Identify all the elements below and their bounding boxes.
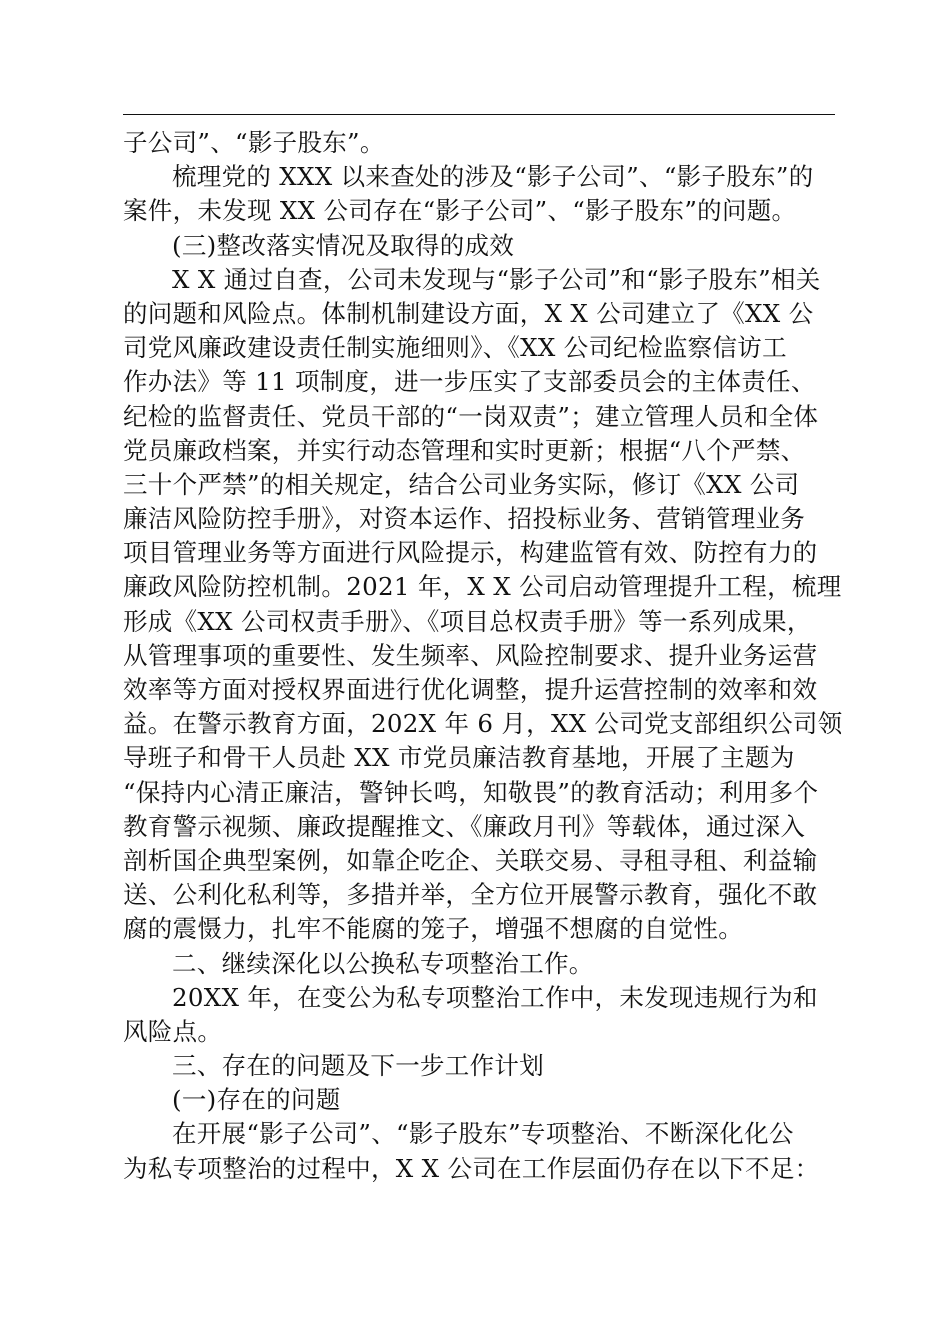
text-line: 党员廉政档案，并实行动态管理和实时更新；根据“八个严禁、 xyxy=(123,435,806,465)
text-line: 在开展“影子公司”、“影子股东”专项整治、不断深化化公 xyxy=(172,1119,794,1149)
text-line: “保持内心清正廉洁，警钟长鸣，知敬畏”的教育活动；利用多个 xyxy=(123,777,819,807)
section-heading: (三)整改落实情况及取得的成效 xyxy=(172,230,515,260)
text-line: 纪检的监督责任、党员干部的“一岗双责”；建立管理人员和全体 xyxy=(123,401,819,431)
text-line: 司党风廉政建设责任制实施细则》、《XX 公司纪检监察信访工 xyxy=(123,333,787,363)
section-heading: 二、继续深化以公换私专项整治工作。 xyxy=(172,948,594,978)
text-line: 送、公利化私利等，多措并举，全方位开展警示教育，强化不敢 xyxy=(123,880,818,910)
text-line: X X 通过自查，公司未发现与“影子公司”和“影子股东”相关 xyxy=(172,264,821,294)
text-line: 作办法》等 11 项制度，进一步压实了支部委员会的主体责任、 xyxy=(123,367,816,397)
text-line: 腐的震慑力，扎牢不能腐的笼子，增强不想腐的自觉性。 xyxy=(123,914,743,944)
text-line: 形成《XX 公司权责手册》、《项目总权责手册》等一系列成果， xyxy=(123,606,812,636)
document-body xyxy=(123,126,843,1186)
text-line: 风险点。 xyxy=(123,1016,223,1046)
text-line: 剖析国企典型案例，如靠企吃企、关联交易、寻租寻租、利益输 xyxy=(123,845,818,875)
section-heading: (一)存在的问题 xyxy=(172,1085,341,1115)
text-line: 益。在警示教育方面，202X 年 6 月，XX 公司党支部组织公司领 xyxy=(123,709,843,739)
text-line: 廉政风险防控机制。2021 年，X X 公司启动管理提升工程，梳理 xyxy=(123,572,842,602)
header-rule xyxy=(123,114,835,115)
text-line: 项目管理业务等方面进行风险提示，构建监管有效、防控有力的 xyxy=(123,538,818,568)
text-line: 导班子和骨干人员赴 XX 市党员廉洁教育基地，开展了主题为 xyxy=(123,743,795,773)
text-line: 从管理事项的重要性、发生频率、风险控制要求、提升业务运营 xyxy=(123,640,818,670)
text-line: 教育警示视频、廉政提醒推文、《廉政月刊》等载体，通过深入 xyxy=(123,811,806,841)
text-line: 廉洁风险防控手册》，对资本运作、招投标业务、营销管理业务 xyxy=(123,504,806,534)
text-line: 子公司”、“影子股东”。 xyxy=(123,128,385,157)
text-line: 为私专项整治的过程中，X X 公司在工作层面仍存在以下不足： xyxy=(123,1153,820,1183)
text-line: 三十个严禁”的相关规定，结合公司业务实际，修订《XX 公司 xyxy=(123,469,800,499)
section-heading: 三、存在的问题及下一步工作计划 xyxy=(172,1051,544,1081)
text-line: 的问题和风险点。体制机制建设方面，X X 公司建立了《XX 公 xyxy=(123,298,814,328)
text-line: 案件，未发现 XX 公司存在“影子公司”、“影子股东”的问题。 xyxy=(123,196,797,226)
text-line: 梳理党的 XXX 以来查处的涉及“影子公司”、“影子股东”的 xyxy=(172,162,814,192)
text-line: 20XX 年，在变公为私专项整治工作中，未发现违规行为和 xyxy=(172,982,818,1012)
text-line: 效率等方面对授权界面进行优化调整，提升运营控制的效率和效 xyxy=(123,675,818,704)
